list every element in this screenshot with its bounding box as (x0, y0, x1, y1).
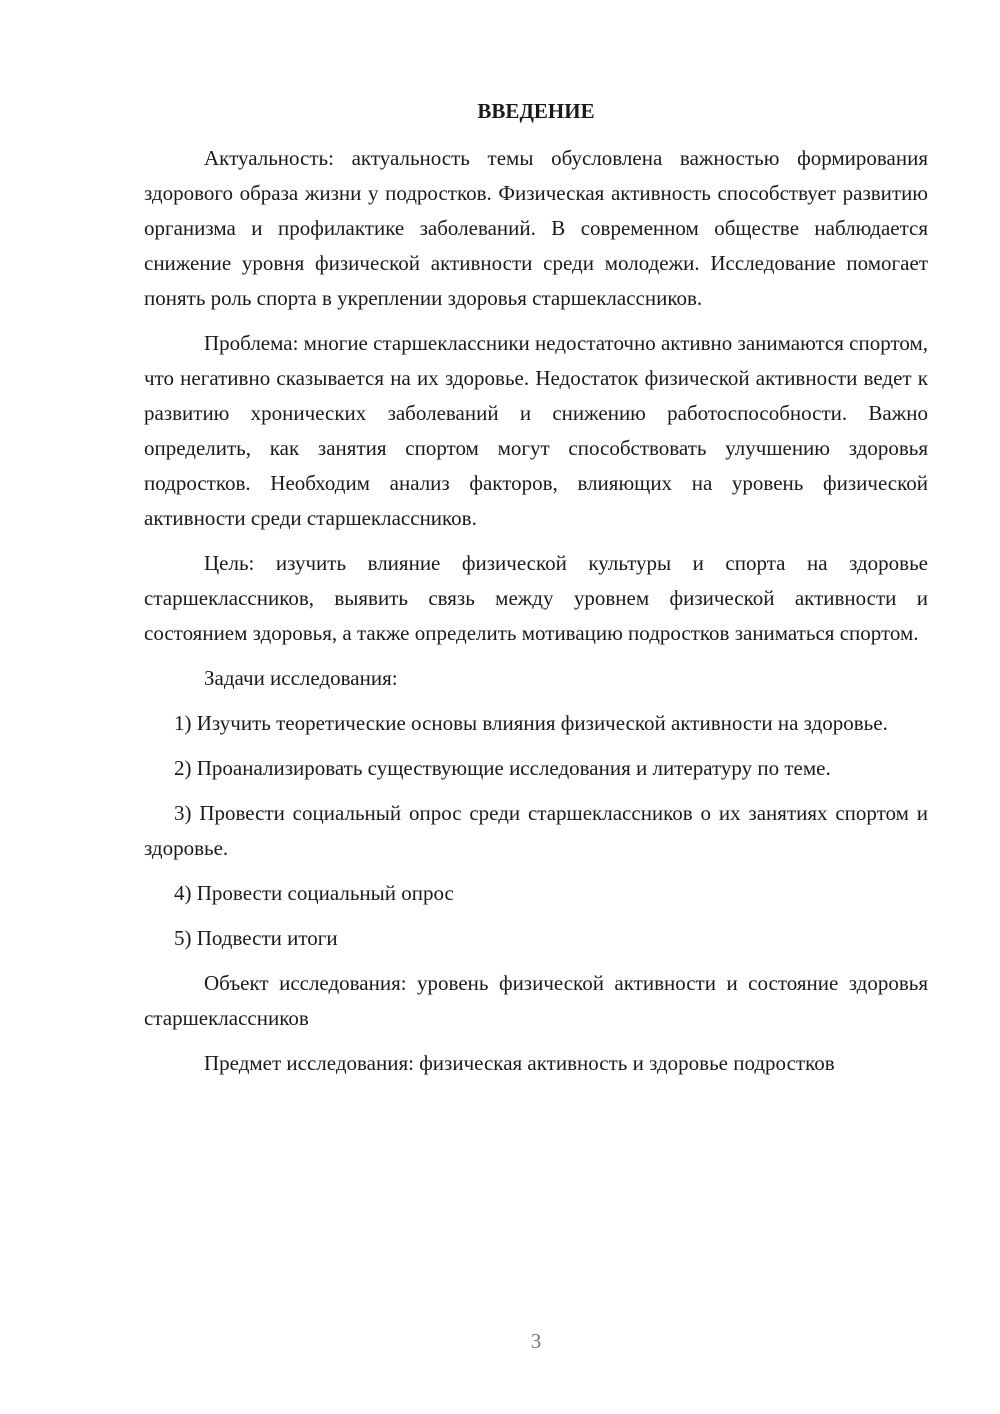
task-item-5: 5) Подвести итоги (174, 926, 338, 950)
page-content (144, 94, 928, 1091)
tasks-heading: Задачи исследования: (204, 666, 398, 690)
page-number: 3 (530, 1329, 542, 1353)
subject-paragraph: Предмет исследования: физическая активность и здоровье подростков (204, 1051, 835, 1075)
task-item-1: 1) Изучить теоретические основы влияния физической активности на здоровье. (174, 711, 888, 735)
task-item-3: 3) Провести социальный опрос среди старшеклассников о их занятиях спортом и здоровье. (144, 801, 928, 860)
object-paragraph: Объект исследования: уровень физической активности и состояние здоровья старшеклассников (144, 971, 928, 1030)
section-heading: ВВЕДЕНИЕ (477, 99, 595, 123)
goal-paragraph: Цель: изучить влияние физической культуры и спорта на здоровье старшеклассников, выявить связь между уровнем физической активности и состоянием здоровья, а также определить мотивацию подростков заниматься спортом. (144, 551, 928, 645)
problem-paragraph: Проблема: многие старшеклассники недостаточно активно занимаются спортом, что негативно сказывается на их здоровье. Недостаток физической активности ведет к развитию хронических заболеваний и снижению работоспособности. Важно определить, как занятия спортом могут способствовать улучшению здоровья подростков. Необходим анализ факторов, влияющих на уровень физической активности среди старшеклассников. (144, 331, 928, 530)
task-item-2: 2) Проанализировать существующие исследования и литературу по теме. (174, 756, 831, 780)
relevance-paragraph: Актуальность: актуальность темы обусловлена важностью формирования здорового образа жизни у подростков. Физическая активность способствует развитию организма и профилактике заболеваний. В современном обществе наблюдается снижение уровня физической активности среди молодежи. Исследование помогает понять роль спорта в укреплении здоровья старшеклассников. (144, 146, 928, 310)
task-item-4: 4) Провести социальный опрос (174, 881, 454, 905)
